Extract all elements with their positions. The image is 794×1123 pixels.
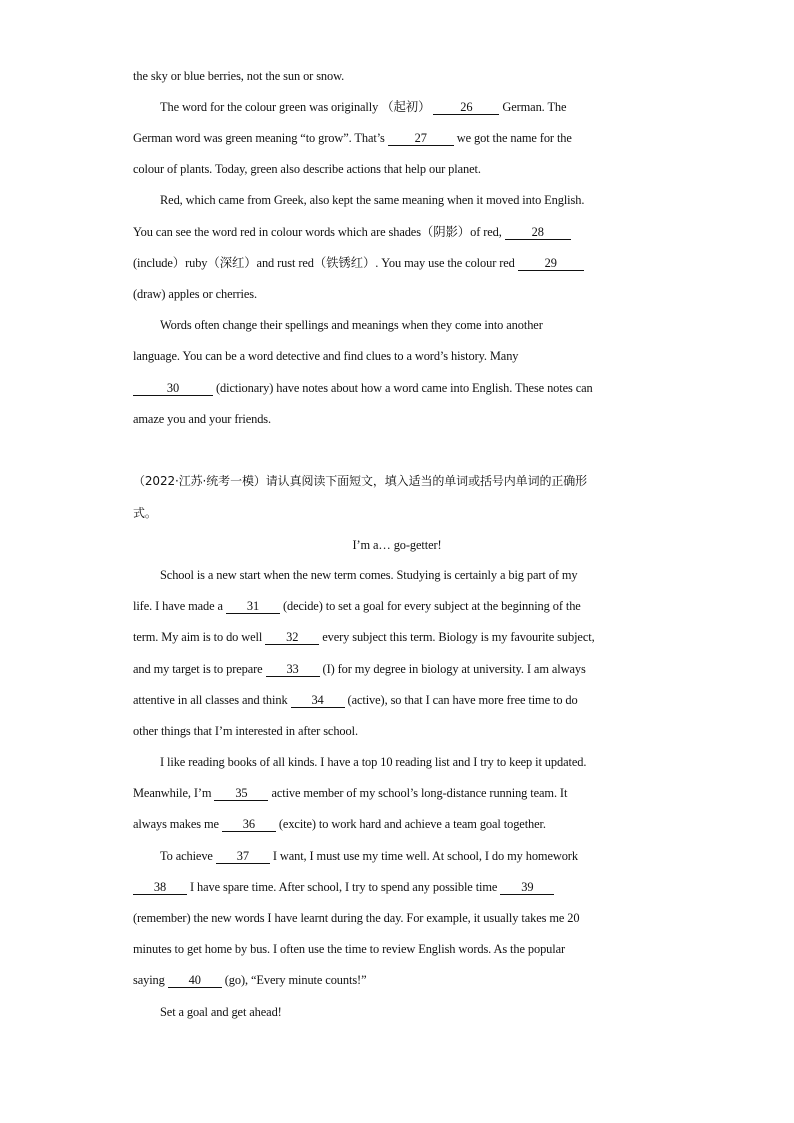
- blank-37[interactable]: 37: [216, 850, 270, 864]
- text: (active), so that I can have more free time to do: [347, 693, 578, 707]
- text: term. My aim is to do well: [133, 630, 263, 644]
- text: other things that I’m interested in after school.: [133, 724, 358, 738]
- text: (remember) the new words I have learnt during the day. For example, it usually takes me 20: [133, 911, 580, 925]
- p2-line-2: [133, 598, 581, 614]
- p1-line-7: [133, 255, 584, 271]
- p2-line-4: [133, 661, 586, 677]
- text: The word for the colour green was originally （起初）: [160, 100, 431, 114]
- p2-line-14: [133, 972, 366, 988]
- text: I’m a… go-getter!: [352, 538, 442, 552]
- text: we got the name for the: [456, 131, 572, 145]
- text: the sky or blue berries, not the sun or snow.: [133, 69, 345, 83]
- blank-38[interactable]: 38: [133, 881, 187, 895]
- p2-line-11: [133, 879, 554, 895]
- text: every subject this term. Biology is my favourite subject,: [322, 630, 595, 644]
- text: (dictionary) have notes about how a word came into English. These notes can: [216, 381, 593, 395]
- text: School is a new start when the new term comes. Studying is certainly a big part of my: [160, 568, 578, 582]
- blank-29[interactable]: 29: [518, 257, 584, 271]
- text: minutes to get home by bus. I often use the time to review English words. As the popular: [133, 942, 566, 956]
- text: You can see the word red in colour words which are shades（阴影）of red,: [133, 225, 502, 239]
- text: Set a goal and get ahead!: [160, 1005, 282, 1019]
- p1-line-9: [160, 317, 543, 333]
- p2-line-1: [160, 567, 578, 583]
- p1-line-10: [133, 348, 518, 364]
- text: I have spare time. After school, I try to spend any possible time: [190, 880, 498, 894]
- text: saying: [133, 973, 165, 987]
- p2-line-6: [133, 723, 358, 739]
- p1-line-4: [133, 161, 481, 177]
- p2-line-10: [160, 848, 578, 864]
- p1-line-12: [133, 411, 271, 427]
- p2-line-13: [133, 941, 565, 957]
- p2-line-3: [133, 629, 595, 645]
- text: （2022·江苏·统考一模）请认真阅读下面短文，填入适当的单词或括号内单词的正确形: [133, 474, 588, 488]
- text: (excite) to work hard and achieve a team goal together.: [278, 817, 546, 831]
- text: attentive in all classes and think: [133, 693, 288, 707]
- text: colour of plants. Today, green also describe actions that help our planet.: [133, 162, 481, 176]
- text: life. I have made a: [133, 599, 223, 613]
- text: To achieve: [160, 849, 213, 863]
- passage-title: [0, 537, 794, 553]
- blank-40[interactable]: 40: [168, 974, 222, 988]
- p2-line-15: [160, 1004, 282, 1020]
- p1-line-8: [133, 286, 257, 302]
- text: (include）ruby（深红）and rust red（铁锈红）. You may use the colour red: [133, 256, 515, 270]
- text: I like reading books of all kinds. I have a top 10 reading list and I try to keep it updated.: [160, 755, 587, 769]
- intro-line-1: [133, 473, 587, 489]
- p1-line-3: [133, 130, 572, 146]
- p1-line-11: [133, 380, 593, 396]
- p1-line-6: [133, 224, 571, 240]
- text: I want, I must use my time well. At school, I do my homework: [272, 849, 578, 863]
- intro-line-2: [133, 505, 157, 521]
- text: Words often change their spellings and meanings when they come into another: [160, 318, 543, 332]
- blank-31[interactable]: 31: [226, 600, 280, 614]
- text: German. The: [502, 100, 567, 114]
- blank-27[interactable]: 27: [388, 132, 454, 146]
- blank-33[interactable]: 33: [266, 663, 320, 677]
- text: Red, which came from Greek, also kept the same meaning when it moved into English.: [160, 193, 585, 207]
- text: (go), “Every minute counts!”: [224, 973, 367, 987]
- blank-39[interactable]: 39: [500, 881, 554, 895]
- p1-line-5: [160, 192, 584, 208]
- text: (I) for my degree in biology at university. I am always: [322, 662, 586, 676]
- p2-line-7: [160, 754, 586, 770]
- text: language. You can be a word detective and find clues to a word’s history. Many: [133, 349, 519, 363]
- p2-line-9: [133, 816, 546, 832]
- blank-35[interactable]: 35: [214, 787, 268, 801]
- blank-28[interactable]: 28: [505, 226, 571, 240]
- text: Meanwhile, I’m: [133, 786, 212, 800]
- blank-34[interactable]: 34: [291, 694, 345, 708]
- text: active member of my school’s long-distance running team. It: [271, 786, 568, 800]
- blank-36[interactable]: 36: [222, 818, 276, 832]
- p2-line-8: [133, 785, 567, 801]
- text: and my target is to prepare: [133, 662, 263, 676]
- text: amaze you and your friends.: [133, 412, 272, 426]
- p1-line-1: [133, 68, 344, 84]
- p1-line-2: [160, 99, 566, 115]
- p2-line-5: [133, 692, 578, 708]
- blank-26[interactable]: 26: [433, 101, 499, 115]
- text: (draw) apples or cherries.: [133, 287, 257, 301]
- text: German word was green meaning “to grow”. That’s: [133, 131, 385, 145]
- blank-30[interactable]: 30: [133, 382, 213, 396]
- text: (decide) to set a goal for every subject at the beginning of the: [282, 599, 581, 613]
- text: 式。: [133, 506, 157, 520]
- p2-line-12: [133, 910, 579, 926]
- text: always makes me: [133, 817, 219, 831]
- blank-32[interactable]: 32: [265, 631, 319, 645]
